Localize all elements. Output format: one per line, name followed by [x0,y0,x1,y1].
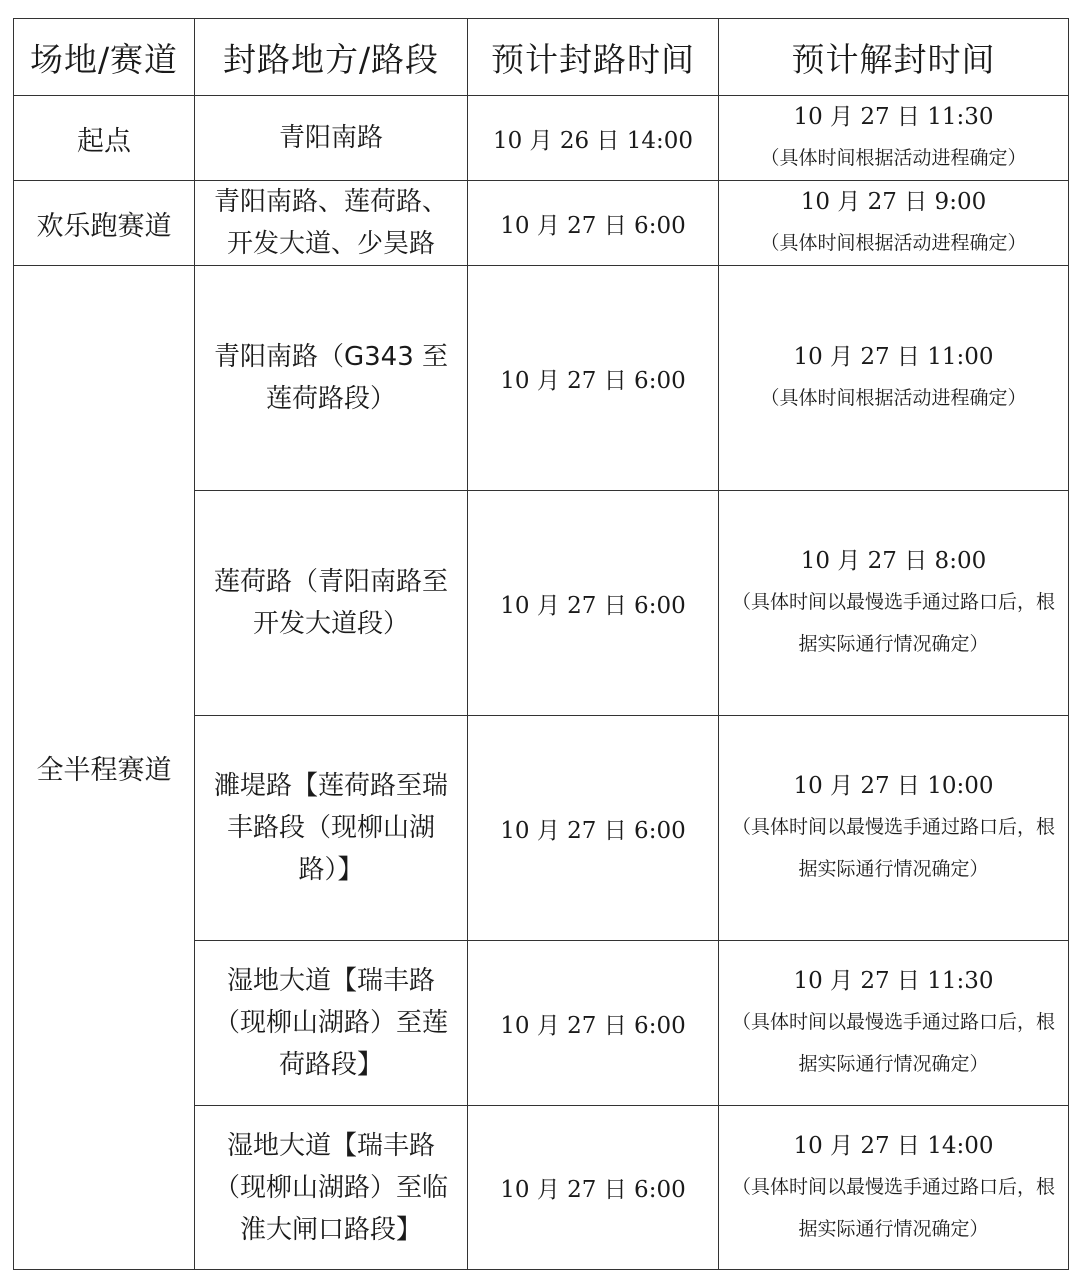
reopen-time: 10 月 27 日 11:30 [793,104,994,130]
reopen-note: （具体时间以最慢选手通过路口后，根据实际通行情况确定） [731,591,1055,655]
road-cell: 青阳南路 [195,96,468,181]
close-time-cell: 10 月 27 日 6:00 [468,1106,719,1270]
header-row [14,19,1069,96]
table-body [14,96,1069,1270]
venue-cell: 起点 [14,96,195,181]
road-cell: 湿地大道【瑞丰路（现柳山湖路）至莲荷路段】 [195,941,468,1106]
close-time-cell: 10 月 27 日 6:00 [468,491,719,716]
reopen-time: 10 月 27 日 9:00 [800,189,987,215]
reopen-time: 10 月 27 日 11:30 [793,968,994,994]
reopen-note: （具体时间根据活动进程确定） [760,232,1027,254]
road-cell: 莲荷路（青阳南路至开发大道段） [195,491,468,716]
reopen-cell [719,96,1069,181]
reopen-time: 10 月 27 日 11:00 [793,344,994,370]
reopen-note: （具体时间根据活动进程确定） [760,147,1027,169]
close-time-cell: 10 月 27 日 6:00 [468,941,719,1106]
header-close-time: 预计封路时间 [468,19,719,96]
reopen-time: 10 月 27 日 14:00 [793,1132,994,1159]
reopen-cell [719,266,1069,491]
reopen-note: （具体时间以最慢选手通过路口后，根据实际通行情况确定） [731,1011,1055,1075]
reopen-time: 10 月 27 日 8:00 [800,548,987,574]
reopen-cell [719,491,1069,716]
table-row [14,266,1069,491]
reopen-cell [719,941,1069,1106]
venue-cell: 全半程赛道 [14,266,195,1270]
table-header [14,19,1069,96]
reopen-time: 10 月 27 日 10:00 [793,773,994,799]
table-row [14,181,1069,266]
table-row [14,96,1069,181]
header-road: 封路地方/路段 [195,19,468,96]
reopen-note: （具体时间根据活动进程确定） [760,387,1027,409]
road-cell: 青阳南路（G343 至莲荷路段） [195,266,468,491]
close-time-cell: 10 月 27 日 6:00 [468,181,719,266]
reopen-note: （具体时间以最慢选手通过路口后，根据实际通行情况确定） [731,1175,1055,1240]
reopen-note: （具体时间以最慢选手通过路口后，根据实际通行情况确定） [731,816,1055,880]
header-venue: 场地/赛道 [14,19,195,96]
close-time-cell: 10 月 26 日 14:00 [468,96,719,181]
close-time-cell: 10 月 27 日 6:00 [468,266,719,491]
reopen-cell [719,716,1069,941]
road-closure-table [13,18,1069,1270]
reopen-cell [719,1106,1069,1270]
road-cell: 青阳南路、莲荷路、开发大道、少昊路 [195,181,468,266]
close-time-cell: 10 月 27 日 6:00 [468,716,719,941]
road-cell: 湿地大道【瑞丰路（现柳山湖路）至临淮大闸口路段】 [195,1106,468,1270]
reopen-cell [719,181,1069,266]
road-cell: 濉堤路【莲荷路至瑞丰路段（现柳山湖路）】 [195,716,468,941]
header-reopen-time: 预计解封时间 [719,19,1069,96]
venue-cell: 欢乐跑赛道 [14,181,195,266]
